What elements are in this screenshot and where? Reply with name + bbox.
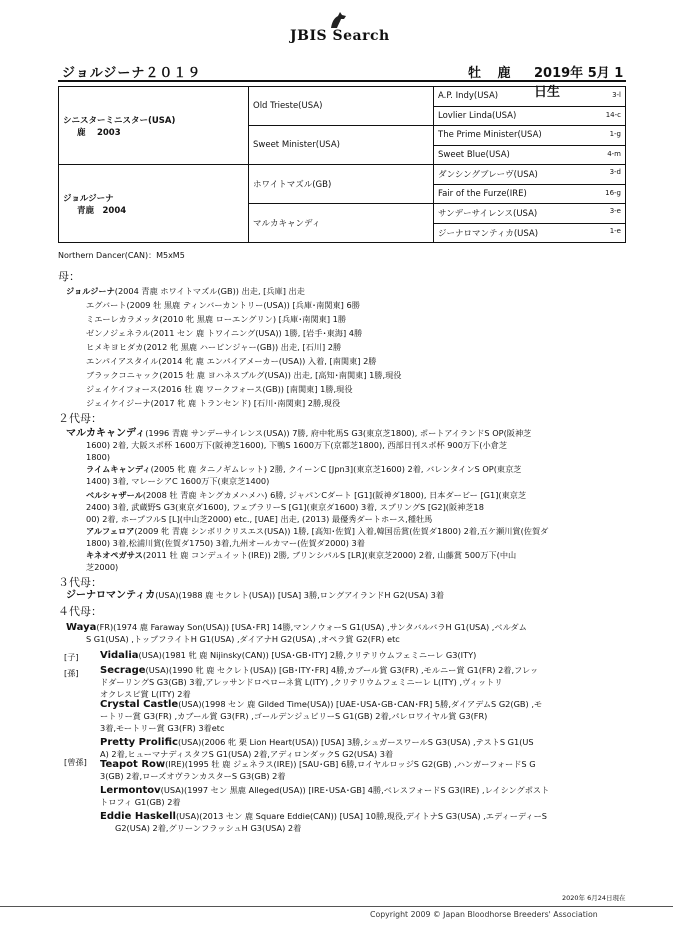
record-line: ートリー賞 G3(FR) ,カブール賞 G3(FR) ,ゴールデンジュビリーS G1(GB) 2着,パレロワイヤル賞 G3(FR) [100,711,488,721]
record-line: Teapot Row(IRE)(1995 牡 鹿 ジェネラス(IRE)) [SAU･GB] 6勝,ロイヤルロッジS G2(GB) ,ハンガーフォードS G [100,759,536,770]
record-line: Lermontov(USA)(1997 セン 黒鹿 Alleged(USA)) [IRE･USA･GB] 4勝,ベレスフォードS G3(IRE) ,レイシングポスト [100,785,550,796]
record-line: ジーナロマンティカ(USA)(1988 鹿 セクレト(USA)) [USA] 3勝,ロングアイランドH G2(USA) 3着 [66,590,445,601]
record-line: ドダーリングS G3(GB) 3着,アレッサンドロペローネ賞 L(ITY) ,クリテリウムフェミニーレ L(ITY) ,ヴィットリ [100,677,503,687]
child-tag: [子] [64,652,79,662]
dam-section-title: 母： [58,270,80,283]
sex-color: 牡 鹿 [468,66,517,81]
ancestor-cell[interactable]: ダンシングブレーヴ(USA) 3-d [434,165,626,185]
logo-text: JBIS Search [290,28,390,44]
record-line: Waya(FR)(1974 鹿 Faraway Son(USA)) [USA･FR] 14勝,マンノウォーS G1(USA) ,サンタバルバラH G1(USA) ,ベルダム [66,622,527,633]
record-line: ジェイケイフォース(2016 牡 鹿 ワークフォース(GB)) [南関東] 1勝,現役 [86,384,353,394]
record-line: エンパイアスタイル(2014 牝 鹿 エンパイアメーカー(USA)) 入着, [南関東] 2勝 [86,356,377,366]
footer-rule [0,906,673,907]
record-line: ブラックコニャック(2015 牡 鹿 ヨハネスブルグ(USA)) 出走, [高知･南関東] 1勝,現役 [86,370,402,380]
as-of-date: 2020年 6月24日現在 [562,894,626,902]
record-line: エグバート(2009 牡 黒鹿 ティンバーカントリー(USA)) [兵庫･南関東] 6勝 [86,300,360,310]
record-line: ジョルジーナ(2004 青鹿 ホワイトマズル(GB)) 出走, [兵庫] 出走 [66,286,305,296]
record-line: G2(USA) 2着,グリーンフラッシュH G3(USA) 2着 [115,823,302,833]
dam-dam-cell[interactable]: マルカキャンディ [249,204,434,243]
ancestor-cell[interactable]: The Prime Minister(USA) 1-g [434,126,626,146]
record-line: 2400) 3着, 武蔵野S G3(東京ダ1600), フェブラリーS [G1](東京ダ1600) 3着, スプリングS [G2](阪神芝18 [86,502,484,512]
grandchild-tag: [孫] [64,668,79,678]
record-line: 1400) 3着, マレーシアC 1600万下(東京芝1400) [86,476,270,486]
g4-section-title: ４代母： [58,605,102,618]
ancestor-cell[interactable]: A.P. Indy(USA) 3-l [434,87,626,107]
record-line: アルフェロア(2009 牝 青鹿 シンボリクリスエス(USA)) 1勝, [高知･佐賀] 入着,韓国岳賞(佐賀ダ1800) 2着,五ケ瀬川賞(佐賀ダ [86,526,549,536]
copyright: Copyright 2009 © Japan Bloodhorse Breeders' Association [370,910,598,919]
birth-date: 2019年 5月 1日生 [534,66,624,100]
record-line: トロフィ G1(GB) 2着 [100,797,181,807]
record-line: 3(GB) 2着,ローズオヴランカスターS G3(GB) 2着 [100,771,286,781]
record-line: 芝2000) [86,562,119,572]
record-line: ジェイケイジーナ(2017 牝 鹿 トランセンド) [石川･南関東] 2勝,現役 [86,398,341,408]
horse-logo-icon [328,10,350,30]
record-line: 1800) 3着,松浦川賞(佐賀ダ1750) 3着,九州オールカマー(佐賀ダ2000) 3着 [86,538,365,548]
dam-sire-cell[interactable]: ホワイトマズル(GB) [249,165,434,204]
ancestor-cell[interactable]: サンデーサイレンス(USA) 3-e [434,204,626,224]
ancestor-cell[interactable]: Lovlier Linda(USA) 14-c [434,106,626,126]
great-grandchild-tag: [曾孫] [64,757,87,767]
sire-cell[interactable]: シニスターミニスター(USA) 鹿 2003 [59,87,249,165]
record-line: Vidalia(USA)(1981 牝 鹿 Nijinsky(CAN)) [USA･GB･ITY] 2勝,クリテリウムフェミニーレ G3(ITY) [100,650,477,661]
jbis-logo [290,10,400,48]
sire-sire-cell[interactable]: Old Trieste(USA) [249,87,434,126]
g2-section-title: ２代母： [58,412,102,425]
horse-name: ジョルジーナ２０１９ [62,66,202,81]
record-line: Crystal Castle(USA)(1998 セン 鹿 Gilded Time(USA)) [UAE･USA･GB･CAN･FR] 5勝,ダイアデムS G2(GB) ,モ [100,699,543,710]
ancestor-cell[interactable]: Sweet Blue(USA) 4-m [434,145,626,165]
record-line: Pretty Prolific(USA)(2006 牝 栗 Lion Heart(USA)) [USA] 3勝,シュガースワールS G3(USA) ,テストS G1(US [100,737,534,748]
record-line: S G1(USA) ,トップフライトH G1(USA) ,ダイアナH G2(USA) ,オペラ賞 G2(FR) etc [86,634,400,644]
record-line: キネオペガサス(2011 牡 鹿 コンデュイット(IRE)) 2勝, ブリンシパルS [LR](東京芝2000) 2着, 山藤賞 500万下(中山 [86,550,517,560]
record-line: ベルシャザール(2008 牡 青鹿 キングカメハメハ) 6勝, ジャパンCダート [G1](阪神ダ1800), 日本ダービー [G1](東京芝 [86,490,527,500]
record-line: 1800) [86,452,111,462]
record-line: A) 2着,ヒューマナディスタフS G1(USA) 2着,アディロンダックS G2(USA) 3着 [100,749,394,759]
record-line: ミエーレカラメッタ(2010 牝 黒鹿 ローエングリン) [兵庫･南関東] 1勝 [86,314,347,324]
inbreeding-note: Northern Dancer(CAN)：M5xM5 [58,251,185,260]
sire-dam-cell[interactable]: Sweet Minister(USA) [249,126,434,165]
record-line: 00) 2着, ホープフルS [L](中山芝2000) etc., [UAE] 出走, (2013) 最優秀ダートホース,種牡馬 [86,514,433,524]
g3-section-title: ３代母： [58,576,102,589]
record-line: ライムキャンディ(2005 牝 鹿 タニノギムレット) 2勝, クイーンC [Jpn3](東京芝1600) 2着, バレンタインS OP(東京芝 [86,464,522,474]
record-line: 3着,モートリー賞 G3(FR) 3着etc [100,723,225,733]
ancestor-cell[interactable]: Fair of the Furze(IRE) 16-g [434,184,626,204]
record-line: 1600) 2着, 大阪スポ杯 1600万下(阪神芝1600), 下鴨S 1600万下(京都芝1800), 西部日刊スポ杯 900万下(小倉芝 [86,440,508,450]
dam-cell[interactable]: ジョルジーナ 青鹿 2004 [59,165,249,243]
pedigree-table [58,86,626,243]
record-line: Eddie Haskell(USA)(2013 セン 鹿 Square Eddie(CAN)) [USA] 10勝,現役,デイトナS G3(USA) ,エディーディーS [100,811,547,822]
record-line: Secrage(USA)(1990 牝 鹿 セクレト(USA)) [GB･ITY･FR] 4勝,カブール賞 G3(FR) ,モルニー賞 G1(FR) 2着,フレッ [100,665,539,676]
record-line: マルカキャンディ(1996 青鹿 サンデーサイレンス(USA)) 7勝, 府中牝馬S G3(東京芝1800), ポートアイランドS OP(阪神芝 [66,428,532,439]
record-line: ヒメキヨヒダカ(2012 牝 黒鹿 ハービンジャー(GB)) 出走, [石川] 2勝 [86,342,342,352]
ancestor-cell[interactable]: ジーナロマンティカ(USA) 1-e [434,223,626,243]
record-line: オクレスピ賞 L(ITY) 2着 [100,689,191,699]
record-line: ゼンノジェネラル(2011 セン 鹿 トワイニング(USA)) 1勝, [岩手･東海] 4勝 [86,328,363,338]
